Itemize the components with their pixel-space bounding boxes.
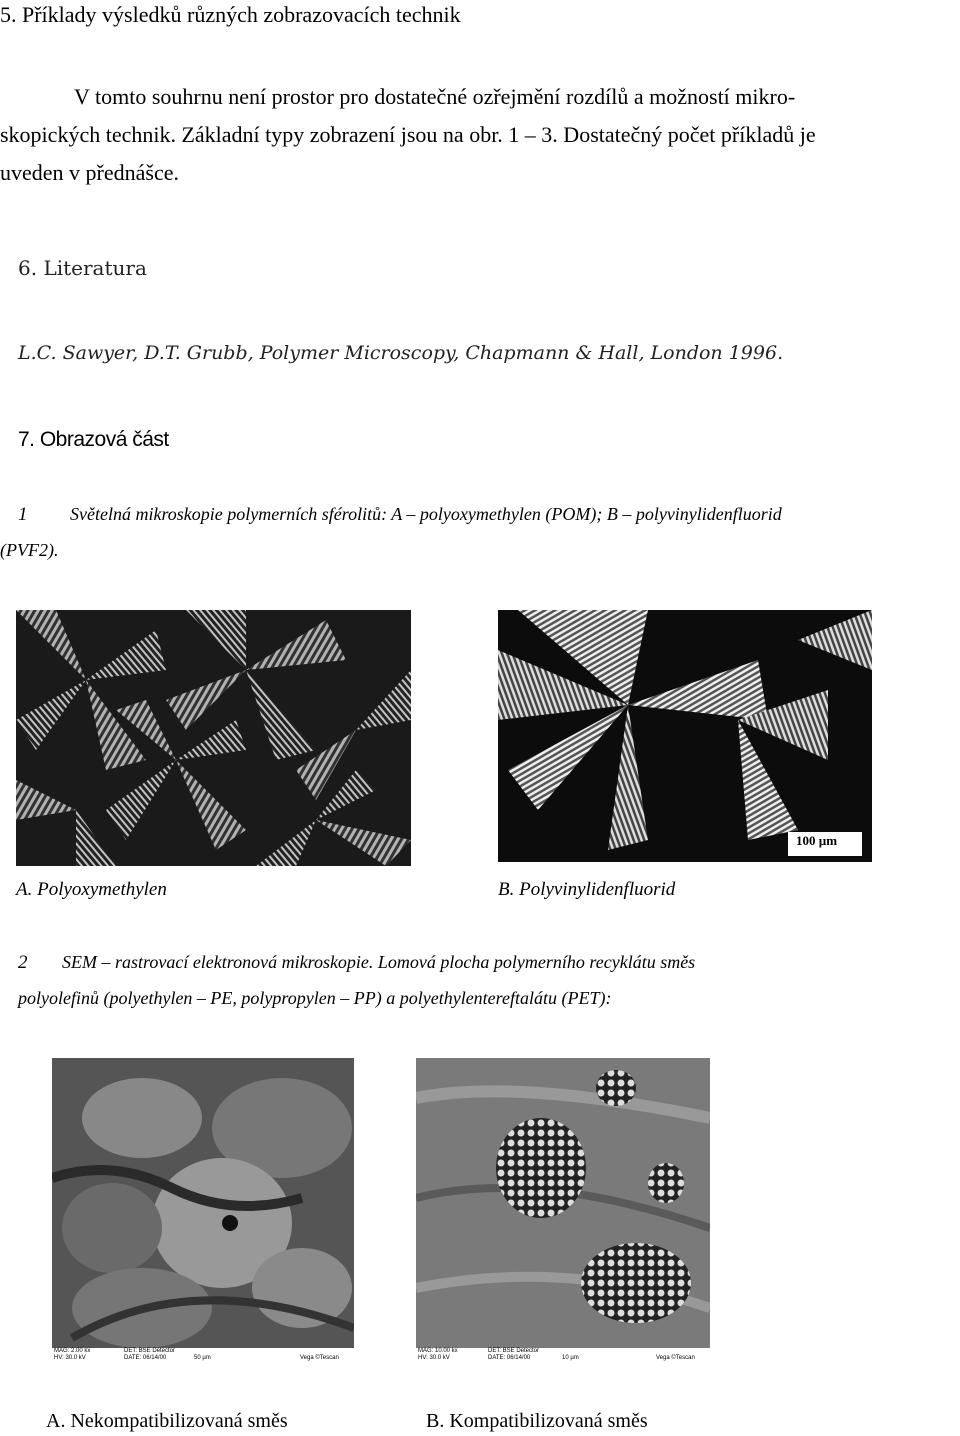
sem-a-det: DET: BSE Detector <box>124 1348 176 1354</box>
sem-b-mag: MAG: 10.00 kx <box>418 1348 458 1354</box>
sem-b-det: DET: BSE Detector <box>488 1348 540 1354</box>
figure-1b-label: B. Polyvinylidenfluorid <box>498 879 676 900</box>
image-section-heading: 7. Obrazová část <box>18 428 169 451</box>
figure-2-caption-cont: polyolefinů (polyethylen – PE, polypropylen – PP) a polyethylentereftalátu (PET): <box>18 988 612 1008</box>
figure-2-number: 2 <box>18 952 28 973</box>
intro-line-1: V tomto souhrnu není prostor pro dostatečné ozřejmění rozdílů a možností mikro- <box>74 84 796 109</box>
pvf2-spherulites-image <box>498 610 872 862</box>
literature-heading: 6. Literatura <box>18 256 147 280</box>
figure-1-caption-cont: (PVF2). <box>0 540 59 560</box>
sem-a-date: DATE: 06/14/00 <box>124 1355 167 1361</box>
sem-compatibilized-image <box>416 1058 710 1364</box>
intro-line-3: uveden v přednášce. <box>0 160 179 185</box>
sem-b-scale: 10 µm <box>562 1355 579 1361</box>
figure-1-caption: Světelná mikroskopie polymerních sférolitů: A – polyoxymethylen (POM); B – polyvinylidenfluorid <box>70 504 782 524</box>
sem-b-hv: HV: 30.0 kV <box>418 1355 450 1361</box>
figure-1a-label: A. Polyoxymethylen <box>16 879 167 900</box>
figure-2b-label: B. Kompatibilizovaná směs <box>426 1410 648 1432</box>
sem-b-date: DATE: 06/14/00 <box>488 1355 531 1361</box>
sem-a-scale: 50 µm <box>194 1355 211 1361</box>
figure-2-caption: SEM – rastrovací elektronová mikroskopie. Lomová plocha polymerního recyklátu směs <box>62 952 696 972</box>
sem-a-brand: Vega ©Tescan <box>300 1355 339 1361</box>
sem-a-hv: HV: 30.0 kV <box>54 1355 86 1361</box>
pom-spherulites-image <box>16 610 411 866</box>
sem-b-brand: Vega ©Tescan <box>656 1355 695 1361</box>
scale-bar-label: 100 µm <box>796 833 838 848</box>
sem-noncompatibilized-image <box>52 1058 354 1364</box>
intro-line-2: skopických technik. Základní typy zobrazení jsou na obr. 1 – 3. Dostatečný počet příkladů je <box>0 122 816 147</box>
section-5-heading: 5. Příklady výsledků různých zobrazovacích technik <box>0 2 461 27</box>
sem-a-mag: MAG: 2.00 kx <box>54 1348 91 1354</box>
literature-reference: L.C. Sawyer, D.T. Grubb, Polymer Microscopy, Chapmann & Hall, London 1996. <box>18 342 784 364</box>
figure-2a-label: A. Nekompatibilizovaná směs <box>46 1410 288 1432</box>
figure-1-number: 1 <box>18 504 28 525</box>
